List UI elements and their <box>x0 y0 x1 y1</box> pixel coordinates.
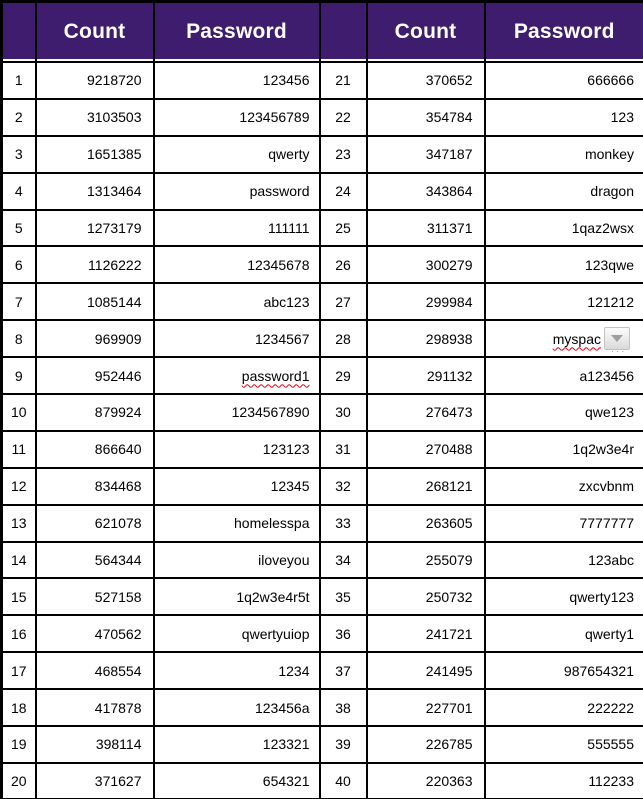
count-cell <box>36 578 154 615</box>
password-cell-text: qwe123 <box>584 404 634 421</box>
rank-cell-text: 12 <box>10 478 27 495</box>
count-cell-text: 241721 <box>425 625 473 642</box>
count-cell <box>367 210 485 247</box>
table-row <box>2 578 643 615</box>
rank-cell-text: 8 <box>14 330 23 347</box>
count-cell-text: 250732 <box>425 588 473 605</box>
count-cell-text: 371627 <box>94 773 142 790</box>
rank-cell-text: 28 <box>335 330 351 347</box>
count-cell-text: 879924 <box>94 404 142 421</box>
password-cell-text: 555555 <box>587 736 634 753</box>
rank-cell <box>2 136 36 173</box>
count-cell-text: 354784 <box>425 109 473 126</box>
password-cell-text: 111111 <box>267 220 310 236</box>
password-cell-text: qwerty1 <box>584 625 634 642</box>
rank-cell <box>2 283 36 320</box>
count-cell <box>367 283 485 320</box>
password-cell-text: 1234567890 <box>231 404 310 421</box>
count-cell <box>367 763 485 799</box>
rank-cell <box>320 99 367 136</box>
count-cell-text: 220363 <box>425 773 473 790</box>
rank-cell-text: 32 <box>335 478 351 495</box>
count-cell-text: 241495 <box>425 662 473 679</box>
password-cell-text: 654321 <box>262 773 310 790</box>
rank-cell-text: 24 <box>335 183 351 200</box>
rank-cell <box>320 62 367 99</box>
rank-cell-text: 16 <box>10 625 27 642</box>
rank-cell-text: 34 <box>335 552 351 569</box>
rank-cell <box>320 357 367 394</box>
count-cell-text: 311371 <box>426 220 473 236</box>
count-cell <box>36 468 154 505</box>
count-cell <box>36 283 154 320</box>
rank-cell-text: 29 <box>335 367 351 384</box>
count-cell <box>367 320 485 357</box>
count-cell-text: 9218720 <box>86 72 142 89</box>
count-cell-text: 1313464 <box>86 183 142 200</box>
table-row <box>2 357 643 394</box>
table-row <box>2 468 643 505</box>
rank-cell-text: 3 <box>14 146 23 163</box>
password-cell <box>485 210 643 247</box>
rank-cell <box>320 505 367 542</box>
password-cell-text: 1q2w3e4r5t <box>236 588 310 605</box>
count-cell-text: 276473 <box>425 404 473 421</box>
rank-cell <box>320 542 367 579</box>
rank-cell-text: 14 <box>10 552 27 569</box>
password-cell-text: 123456789 <box>239 109 310 126</box>
rank-cell <box>320 320 367 357</box>
password-cell-text: 666666 <box>587 72 634 89</box>
table-row <box>2 99 643 136</box>
table-row <box>2 394 643 431</box>
count-cell <box>36 542 154 579</box>
count-cell-text: 834468 <box>94 478 142 495</box>
rank-cell <box>2 246 36 283</box>
count-cell-text: 969909 <box>94 330 142 347</box>
password-cell <box>485 62 643 99</box>
rank-cell-text: 20 <box>10 773 27 790</box>
header-row <box>2 2 643 63</box>
rank-column-header-left <box>2 2 36 63</box>
password-cell <box>154 210 320 247</box>
password-cell <box>485 542 643 579</box>
password-cell <box>485 431 643 468</box>
count-cell-text: 1085144 <box>86 293 142 310</box>
table-row <box>2 615 643 652</box>
rank-cell <box>2 173 36 210</box>
password-cell-text: 12345 <box>270 478 310 495</box>
password-cell <box>485 136 643 173</box>
count-cell <box>367 542 485 579</box>
password-cell <box>154 468 320 505</box>
rank-cell-text: 26 <box>335 256 351 273</box>
chevron-down-icon <box>611 335 623 342</box>
rank-cell-text: 10 <box>10 404 27 421</box>
rank-cell <box>320 689 367 726</box>
table-row <box>2 320 643 357</box>
password-cell-text: 12345678 <box>247 256 310 273</box>
table-row <box>2 62 643 99</box>
rank-cell <box>2 763 36 799</box>
password-cell-text: qwertyuiop <box>241 625 310 642</box>
rank-cell-text: 25 <box>335 220 351 236</box>
password-cell <box>154 726 320 763</box>
count-cell <box>36 615 154 652</box>
rank-cell-text: 18 <box>10 699 27 716</box>
rank-cell-text: 37 <box>335 662 351 679</box>
password-cell-text: myspac <box>552 330 601 347</box>
password-cell-text: iloveyou <box>258 552 310 569</box>
count-cell <box>367 726 485 763</box>
password-cell <box>154 689 320 726</box>
count-cell-text: 298938 <box>425 330 473 347</box>
password-cell-text: password1 <box>241 367 310 384</box>
rank-cell-text: 4 <box>14 183 23 200</box>
rank-cell-text: 11 <box>11 441 27 458</box>
rank-cell-text: 19 <box>10 736 27 753</box>
count-cell-text: 952446 <box>94 367 142 384</box>
count-cell-text: 398114 <box>95 736 142 753</box>
rank-cell <box>2 542 36 579</box>
rank-cell-text: 1 <box>14 72 23 89</box>
rank-cell <box>320 652 367 689</box>
count-cell-text: 370652 <box>425 72 473 89</box>
table-row <box>2 542 643 579</box>
rank-cell <box>2 505 36 542</box>
rank-cell-text: 17 <box>10 662 27 679</box>
table-row <box>2 505 643 542</box>
password-cell-text: 123456 <box>262 72 310 89</box>
rank-cell-text: 21 <box>335 72 351 89</box>
rank-cell-text: 22 <box>335 109 351 126</box>
spellcheck-dots: ... <box>611 345 627 355</box>
rank-cell <box>2 394 36 431</box>
count-cell <box>36 173 154 210</box>
password-cell <box>485 173 643 210</box>
password-cell-text: 123 <box>610 109 634 126</box>
rank-cell <box>2 431 36 468</box>
rank-cell <box>2 210 36 247</box>
rank-cell-text: 36 <box>335 625 351 642</box>
count-cell <box>367 99 485 136</box>
password-cell <box>485 652 643 689</box>
password-cell <box>154 431 320 468</box>
count-cell <box>36 431 154 468</box>
rank-cell <box>2 62 36 99</box>
rank-cell <box>2 320 36 357</box>
count-cell <box>367 431 485 468</box>
rank-cell <box>320 431 367 468</box>
count-cell-text: 1273179 <box>86 220 142 236</box>
rank-cell <box>2 357 36 394</box>
count-cell-text: 255079 <box>425 552 473 569</box>
password-cell <box>154 320 320 357</box>
password-cell-text: 987654321 <box>563 662 634 679</box>
rank-cell <box>320 246 367 283</box>
count-column-header-right: Count <box>367 2 485 63</box>
password-cell-text: 1qaz2wsx <box>571 220 634 236</box>
password-cell <box>154 615 320 652</box>
count-cell-text: 270488 <box>425 441 473 458</box>
rank-cell <box>2 99 36 136</box>
table-row <box>2 246 643 283</box>
rank-cell-text: 33 <box>335 515 351 532</box>
rank-cell <box>2 615 36 652</box>
password-cell <box>485 246 643 283</box>
rank-cell <box>2 726 36 763</box>
count-cell <box>367 246 485 283</box>
password-cell <box>154 173 320 210</box>
password-cell <box>485 357 643 394</box>
count-cell-text: 1651385 <box>86 146 142 163</box>
count-cell-text: 3103503 <box>86 109 142 126</box>
table-header <box>2 2 643 63</box>
password-cell <box>485 726 643 763</box>
count-cell <box>367 615 485 652</box>
password-cell-text: 123321 <box>262 736 310 753</box>
password-cell <box>154 283 320 320</box>
password-cell-text: 1234 <box>278 662 310 679</box>
rank-cell-text: 35 <box>335 588 351 605</box>
count-cell-text: 564344 <box>94 552 142 569</box>
rank-cell-text: 6 <box>14 256 23 273</box>
count-column-header-left: Count <box>36 2 154 63</box>
password-cell <box>154 136 320 173</box>
password-column-header-right: Password <box>485 2 643 63</box>
rank-cell <box>2 468 36 505</box>
password-cell <box>485 468 643 505</box>
count-cell-text: 299984 <box>425 293 473 310</box>
table-row <box>2 763 643 799</box>
rank-cell <box>320 578 367 615</box>
password-cell-text: dragon <box>590 183 634 200</box>
count-cell <box>36 652 154 689</box>
count-cell <box>36 505 154 542</box>
rank-cell <box>320 283 367 320</box>
password-cell <box>154 99 320 136</box>
count-cell-text: 417878 <box>94 699 142 716</box>
count-cell <box>367 578 485 615</box>
table-row <box>2 431 643 468</box>
rank-cell-text: 31 <box>335 441 351 458</box>
rank-cell-text: 15 <box>10 588 27 605</box>
count-cell <box>367 357 485 394</box>
password-cell-text: 123abc <box>588 552 634 569</box>
count-cell <box>367 652 485 689</box>
table-row <box>2 689 643 726</box>
count-cell-text: 226785 <box>425 736 473 753</box>
password-cell-text: 121212 <box>587 293 634 310</box>
password-cell-text: monkey <box>584 146 634 163</box>
password-cell-text: 1234567 <box>254 330 310 347</box>
table-row <box>2 726 643 763</box>
password-cell-text: 1q2w3e4r <box>572 441 634 458</box>
rank-cell-text: 38 <box>335 699 351 716</box>
table-row <box>2 210 643 247</box>
password-cell-text: 123qwe <box>584 256 634 273</box>
count-cell <box>36 357 154 394</box>
password-cell <box>154 394 320 431</box>
rank-cell <box>320 468 367 505</box>
count-cell-text: 621078 <box>94 515 142 532</box>
rank-cell <box>320 615 367 652</box>
count-cell-text: 866640 <box>94 441 142 458</box>
table-row <box>2 173 643 210</box>
count-cell-text: 470562 <box>94 625 142 642</box>
table-body <box>2 62 643 799</box>
password-cell-text: 123456a <box>254 699 310 716</box>
count-cell-text: 527158 <box>94 588 142 605</box>
rank-cell <box>2 652 36 689</box>
rank-cell <box>320 394 367 431</box>
count-cell-text: 468554 <box>94 662 142 679</box>
rank-cell-text: 13 <box>10 515 27 532</box>
rank-cell-text: 5 <box>14 220 23 236</box>
count-cell <box>36 99 154 136</box>
count-cell <box>367 136 485 173</box>
password-cell <box>485 615 643 652</box>
table-row <box>2 652 643 689</box>
password-cell <box>485 689 643 726</box>
table-row <box>2 283 643 320</box>
password-cell <box>154 578 320 615</box>
password-cell-text: qwerty <box>268 146 310 163</box>
rank-cell-text: 9 <box>14 367 23 384</box>
count-cell-text: 268121 <box>425 478 473 495</box>
password-cell-text: 112233 <box>588 773 634 790</box>
password-cell <box>154 542 320 579</box>
count-cell <box>36 320 154 357</box>
rank-column-header-right <box>320 2 367 63</box>
count-cell <box>36 62 154 99</box>
count-cell <box>36 394 154 431</box>
count-cell <box>367 173 485 210</box>
rank-cell-text: 30 <box>335 404 351 421</box>
rank-cell <box>320 763 367 799</box>
password-cell <box>154 763 320 799</box>
password-cell <box>154 246 320 283</box>
password-cell <box>154 652 320 689</box>
count-cell <box>36 726 154 763</box>
password-cell <box>485 320 643 357</box>
count-cell <box>36 246 154 283</box>
count-cell <box>367 394 485 431</box>
password-cell <box>485 505 643 542</box>
password-cell <box>154 62 320 99</box>
password-cell <box>485 99 643 136</box>
rank-cell <box>320 136 367 173</box>
rank-cell <box>320 173 367 210</box>
count-cell <box>367 468 485 505</box>
count-cell-text: 263605 <box>425 515 473 532</box>
password-cell <box>485 578 643 615</box>
rank-cell-text: 2 <box>14 109 23 126</box>
password-cell-text: password <box>249 183 310 200</box>
count-cell <box>36 210 154 247</box>
password-cell-text: homelesspa <box>234 515 310 532</box>
count-cell-text: 227701 <box>425 699 473 716</box>
rank-cell <box>2 689 36 726</box>
rank-cell-text: 23 <box>335 146 351 163</box>
count-cell-text: 300279 <box>425 256 473 273</box>
password-cell-text: qwerty123 <box>569 588 634 605</box>
rank-cell-text: 40 <box>335 773 351 790</box>
rank-cell <box>320 726 367 763</box>
count-cell <box>367 62 485 99</box>
count-cell <box>367 689 485 726</box>
count-cell-text: 347187 <box>425 146 473 163</box>
password-cell-text: a123456 <box>579 367 634 384</box>
count-cell <box>36 136 154 173</box>
password-column-header-left: Password <box>154 2 320 63</box>
rank-cell-text: 27 <box>335 293 351 310</box>
table-row <box>2 136 643 173</box>
count-cell-text: 291132 <box>426 367 473 384</box>
password-cell <box>154 505 320 542</box>
password-cell-text: 7777777 <box>579 515 634 532</box>
count-cell <box>36 689 154 726</box>
count-cell <box>36 763 154 799</box>
count-cell-text: 1126222 <box>88 256 142 273</box>
password-cell <box>154 357 320 394</box>
password-cell-text: zxcvbnm <box>578 478 634 495</box>
password-cell-text: abc123 <box>263 293 310 310</box>
rank-cell-text: 39 <box>335 736 351 753</box>
password-cell-text: 222222 <box>587 699 634 716</box>
count-cell-text: 343864 <box>425 183 473 200</box>
password-cell <box>485 763 643 799</box>
password-cell <box>485 394 643 431</box>
password-cell-text: 123123 <box>262 441 310 458</box>
rank-cell <box>320 210 367 247</box>
rank-cell-text: 7 <box>14 293 23 310</box>
count-cell <box>367 505 485 542</box>
password-cell <box>485 283 643 320</box>
rank-cell <box>2 578 36 615</box>
